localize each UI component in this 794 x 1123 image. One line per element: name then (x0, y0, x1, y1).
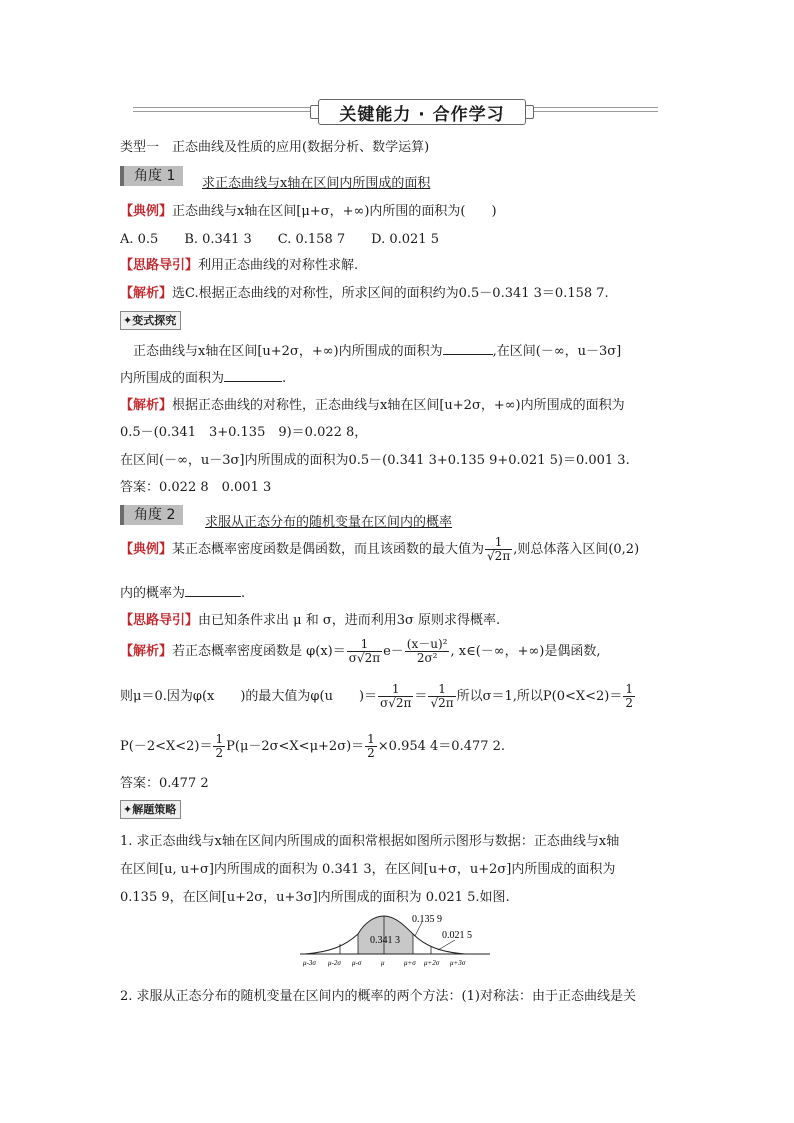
normal-curve-figure (300, 910, 500, 970)
hint-label: 【思路导引】 (120, 258, 199, 273)
solution2-text-d: 所以σ＝1,所以P(0<X<2)＝ (456, 689, 623, 704)
strategy-p1-line-1: 1. 求正态曲线与x轴在区间内所围成的面积常根据如图所示图形与数据：正态曲线与x轴 (120, 834, 620, 849)
type1-title: 类型一 正态曲线及性质的应用(数据分析、数学运算) (120, 140, 430, 155)
example2-end: . (241, 586, 246, 601)
hint-text: 利用正态曲线的对称性求解. (198, 258, 359, 273)
tick-7: μ+3σ (450, 959, 466, 967)
solution2-text-e: P(－2<X<2)＝ (120, 739, 213, 754)
solution2-text-c: 则μ＝0.因为φ(x )的最大值为φ(u )＝ (120, 689, 378, 704)
leader-2 (438, 940, 455, 950)
strategy-tag (120, 800, 181, 819)
solution-label: 【解析】 (120, 286, 173, 301)
variant-solution-line-2: 0.5－(0.341 3+0.135 9)＝0.022 8， (120, 425, 368, 440)
solution2-eq: ＝ (414, 689, 428, 704)
section-header (318, 99, 526, 125)
angle2-example-line-1 (120, 536, 639, 563)
example2-text-c: 内的概率为 (120, 586, 186, 601)
fraction-exponent: $\frac{\text{(x－u)²}}{\text{2σ²}}$ (406, 637, 448, 665)
angle2-hint (120, 609, 500, 628)
strategy-p2-line-1: 2. 求服从正态分布的随机变量在区间内的概率的两个方法：(1)对称法：由于正态曲线是关 (120, 989, 636, 1004)
fraction-max-2: $\frac{1}{√2\pi}$ (430, 682, 454, 710)
answer-blank-1 (443, 342, 493, 355)
example-label: 【典例】 (120, 204, 173, 219)
angle2-solution-line-2 (120, 683, 636, 710)
solution2-exp: e－ (383, 644, 404, 659)
answer-blank-2 (224, 369, 282, 382)
tick-6: μ+2σ (424, 959, 440, 967)
example-text: 正态曲线与x轴在区间[μ+σ，+∞)内所围的面积为( ) (172, 204, 497, 219)
solution2-text-b: , x∈(－∞，+∞)是偶函数, (450, 644, 601, 659)
solution2-text-a: 若正态概率密度函数是 φ(x)＝ (172, 644, 346, 659)
variant-solution-line-3: 在区间(－∞，u－3σ]内所围成的面积为0.5－(0.341 3+0.135 9+0.021 5)＝0.001 3. (120, 453, 630, 468)
answer-blank-3 (185, 584, 241, 597)
angle2-answer: 答案：0.477 2 (120, 776, 209, 791)
variant-answer: 答案：0.022 8 0.001 3 (120, 480, 272, 495)
solution-text: 选C.根据正态曲线的对称性，所求区间的面积约为0.5－0.341 3＝0.158 7. (172, 286, 609, 301)
solution2-label: 【解析】 (120, 644, 173, 659)
variant-end: . (282, 371, 287, 386)
tick-2: μ-2σ (328, 959, 341, 967)
example2-label: 【典例】 (120, 542, 173, 557)
variant-text-a: 正态曲线与x轴在区间[u+2σ，+∞)内所围成的面积为 (133, 344, 443, 359)
angle1-options: A. 0.5 B. 0.341 3 C. 0.158 7 D. 0.021 5 (120, 232, 439, 247)
diamond-icon: ✦ (123, 314, 133, 327)
variant-text-c: 内所围成的面积为 (120, 371, 225, 386)
hint2-label: 【思路导引】 (120, 613, 199, 628)
fraction-half-2: $\frac{1}{2}$ (215, 732, 224, 760)
angle1-hint (120, 254, 358, 273)
angle2-example-line-2 (120, 582, 245, 601)
diamond-icon: ✦ (123, 803, 133, 816)
tick-5: μ+σ (404, 959, 416, 967)
hint2-text: 由已知条件求出 μ 和 σ，进而利用3σ 原则求得概率. (198, 613, 501, 628)
tick-4: μ (381, 959, 385, 967)
tick-1: μ-3σ (303, 959, 316, 967)
variant-tag-label: 变式探究 (132, 314, 177, 327)
section-header-title: 关键能力 · 合作学习 (339, 104, 505, 125)
angle2-title: 求服从正态分布的随机变量在区间内的概率 (205, 515, 453, 530)
variant-solution-line-1 (120, 394, 625, 413)
variant-line-1 (133, 340, 621, 359)
example2-text-a: 某正态概率密度函数是偶函数，而且该函数的最大值为 (172, 542, 485, 557)
angle1-solution (120, 282, 609, 301)
angle2-solution-line-3 (120, 733, 505, 760)
strategy-tag-label: 解题策略 (132, 803, 177, 816)
strategy-p1-line-3: 0.135 9，在区间[u+2σ，u+3σ]内所围成的面积为 0.021 5.如图. (120, 890, 510, 905)
angle1-tag: 角度 1 (120, 166, 183, 186)
solution2-text-f: P(μ－2σ<X<μ+2σ)＝ (226, 739, 365, 754)
area-label-3: 0.021 5 (442, 930, 472, 941)
fraction-density-coef: $\frac{1}{\sigma√2\pi}$ (348, 637, 381, 665)
angle1-example (120, 200, 497, 219)
variant-solution-text-1: 根据正态曲线的对称性，正态曲线与x轴在区间[u+2σ，+∞)内所围成的面积为 (172, 398, 625, 413)
fraction-half-1: $\frac{1}{2}$ (625, 682, 634, 710)
solution2-text-g: ×0.954 4＝0.477 2. (377, 739, 506, 754)
example2-text-b: ,则总体落入区间(0,2) (513, 542, 640, 557)
angle2-tag: 角度 2 (120, 505, 183, 525)
fraction-max-value: $\frac{1}{√2\pi}$ (487, 535, 511, 563)
strategy-p1-line-2: 在区间[u, u+σ]内所围成的面积为 0.341 3，在区间[u+σ，u+2σ]内所围成的面积为 (120, 862, 616, 877)
angle2-solution-line-1 (120, 638, 601, 665)
fraction-half-3: $\frac{1}{2}$ (367, 732, 375, 760)
variant-solution-label: 【解析】 (120, 398, 173, 413)
area-label-1: 0.341 3 (370, 935, 400, 946)
angle1-title: 求正态曲线与x轴在区间内所围成的面积 (202, 176, 431, 191)
variant-line-2 (120, 367, 286, 386)
tick-3: μ-σ (352, 959, 362, 967)
variant-text-b: ,在区间(－∞，u－3σ] (492, 344, 622, 359)
area-label-2: 0.135 9 (412, 914, 442, 925)
fraction-max-1: $\frac{1}{\sigma√2\pi}$ (380, 682, 412, 710)
variant-tag (120, 311, 181, 330)
